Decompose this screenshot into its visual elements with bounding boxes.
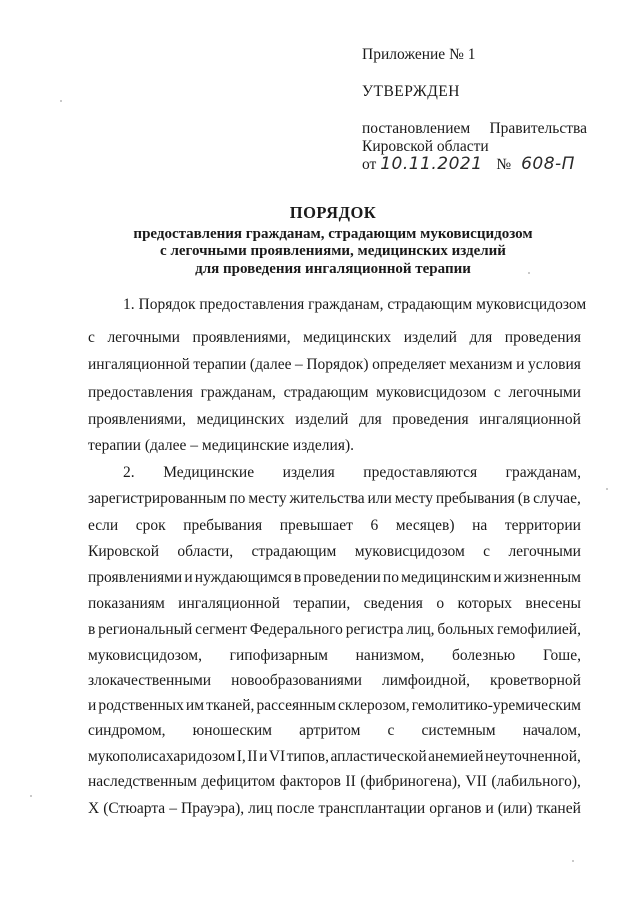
document-title: [118, 204, 548, 278]
body-line: [88, 748, 581, 766]
title-heading: ПОРЯДОК: [289, 203, 377, 222]
word: медицинских: [303, 329, 392, 346]
word: предоставляются: [363, 464, 478, 481]
word: ингаляционной: [178, 595, 280, 612]
word: тканей: [536, 800, 581, 817]
word: ингаляционной: [479, 411, 581, 428]
word: внесены: [525, 595, 581, 612]
body-line: [88, 356, 581, 374]
word: VI: [268, 748, 286, 765]
word: если: [88, 517, 119, 534]
body-line: 1. Порядок предоставления гражданам, страдающим муковисцидозом: [123, 296, 587, 313]
word: Федерального: [249, 621, 343, 638]
approved-label: УТВЕРЖДЕН: [362, 83, 460, 100]
word: гипофизарным: [229, 647, 328, 664]
word: изделий: [295, 411, 349, 428]
body-line: [88, 569, 581, 587]
word: медицинских: [196, 411, 285, 428]
word: (фибриногена),: [360, 773, 461, 790]
word: изделия: [282, 464, 335, 481]
body-line: [88, 647, 581, 665]
word: II: [345, 773, 356, 790]
body-line: [88, 672, 581, 690]
scan-speck: [60, 100, 62, 102]
decree-from: от: [362, 156, 377, 173]
decree-number-label: №: [496, 156, 512, 173]
body-line: [88, 722, 581, 740]
title-line-1: предоставления гражданам, страдающим муковисцидозом: [133, 225, 533, 242]
word: склерозом,: [337, 697, 410, 714]
word: лимфоидной,: [381, 672, 470, 689]
word: по: [382, 569, 399, 586]
body-line: [88, 543, 581, 561]
word: сведения: [363, 595, 423, 612]
word: проведения: [392, 411, 469, 428]
word: и: [516, 356, 525, 373]
scan-speck: [528, 272, 530, 274]
word: регистра: [345, 621, 404, 638]
decree-line-3: [362, 154, 575, 174]
word: которых: [457, 595, 513, 612]
word: юношеским: [192, 722, 272, 739]
word: –: [169, 800, 177, 817]
word: и: [485, 800, 494, 817]
word: болезнью: [451, 647, 516, 664]
scan-speck: [606, 488, 608, 490]
word: злокачественными: [88, 672, 212, 689]
body-line: терапии (далее – медицинские изделия).: [88, 437, 355, 454]
body-line: [88, 490, 581, 508]
word: месту: [394, 490, 433, 507]
word: им: [185, 697, 205, 714]
word: Медицинские: [163, 464, 255, 481]
title-line-3: для проведения ингаляционной терапии: [195, 260, 471, 277]
decree-date-handwritten: 10.11.2021: [380, 154, 483, 174]
word: Гоше,: [542, 647, 581, 664]
word: апластической: [330, 748, 427, 765]
word: VII: [465, 773, 487, 790]
word: анемией: [428, 748, 484, 765]
word: пребывания: [435, 490, 515, 507]
word: (или): [497, 800, 533, 817]
word: проявлениями,: [192, 329, 291, 346]
word: гражданам,: [505, 464, 581, 481]
word: проведении: [303, 569, 381, 586]
word: муковисцидозом: [354, 543, 465, 560]
word: началом,: [522, 722, 581, 739]
body-line: [88, 517, 581, 535]
word: и: [259, 748, 268, 765]
word: медицинским: [401, 569, 492, 586]
word: (далее: [249, 356, 292, 373]
word: с: [88, 329, 95, 346]
word: срок: [135, 517, 166, 534]
word: для: [359, 411, 382, 428]
word: зарегистрированным: [88, 490, 227, 507]
body-line: [88, 411, 581, 429]
word: изделий: [403, 329, 457, 346]
word: случае,: [533, 490, 581, 507]
word: в: [293, 569, 302, 586]
word: и: [88, 697, 97, 714]
word: предоставления: [88, 384, 193, 401]
appendix-label: Приложение № 1: [362, 46, 476, 63]
word: кроветворной: [490, 672, 581, 689]
word: страдающим: [251, 543, 337, 560]
word: трансплантации: [318, 800, 426, 817]
word: больных: [437, 621, 495, 638]
word: (лабильного),: [491, 773, 581, 790]
word: жительства: [289, 490, 365, 507]
title-line-2: с легочными проявлениями, медицинских изделий: [160, 243, 506, 259]
decree-word-left: постановлением: [362, 120, 471, 137]
body-line: [88, 697, 581, 715]
word: –: [295, 356, 303, 373]
word: сегмент: [195, 621, 248, 638]
word: 6: [370, 517, 379, 534]
word: новообразованиями: [231, 672, 362, 689]
word: муковисцидозом,: [88, 647, 202, 664]
word: наследственным: [88, 773, 197, 790]
word: пребывания: [183, 517, 263, 534]
body-line: [88, 329, 581, 347]
word: по: [229, 490, 246, 507]
word: дефицитом: [201, 773, 276, 790]
word: нанизмом,: [355, 647, 425, 664]
word: проведения: [504, 329, 581, 346]
word: месяцев): [395, 517, 455, 534]
word: проявлениями,: [88, 411, 187, 428]
word: легочными: [508, 543, 581, 560]
decree-word-right: Правительства: [489, 120, 587, 137]
word: легочными: [107, 329, 180, 346]
word: жизненным: [503, 569, 581, 586]
word: 2.: [123, 464, 135, 481]
word: Порядок): [306, 356, 369, 373]
decree-line-1: [362, 120, 587, 138]
word: органов: [429, 800, 482, 817]
word: условия: [528, 356, 581, 373]
word: X: [88, 800, 100, 817]
word: муковисцидозом: [376, 384, 487, 401]
word: после: [276, 800, 315, 817]
body-line: [88, 800, 581, 818]
word: и: [184, 569, 193, 586]
word: месту: [248, 490, 287, 507]
word: механизм: [449, 356, 513, 373]
word: территории: [504, 517, 581, 534]
word: региональный: [98, 621, 193, 638]
word: родственных: [98, 697, 184, 714]
word: проявлениями: [88, 569, 183, 586]
scan-speck: [30, 795, 32, 797]
word: терапии,: [293, 595, 351, 612]
body-line: [88, 384, 581, 402]
word: ингаляционной: [88, 356, 190, 373]
body-line: [88, 621, 581, 639]
word: о: [436, 595, 445, 612]
word: области,: [177, 543, 234, 560]
word: лиц,: [406, 621, 435, 638]
word: I,: [236, 748, 246, 765]
word: нуждающимся: [194, 569, 292, 586]
word: показаниям: [88, 595, 165, 612]
word: системным: [421, 722, 496, 739]
word: превышает: [279, 517, 353, 534]
word: на: [472, 517, 488, 534]
word: II: [247, 748, 258, 765]
word: гражданам,: [200, 384, 276, 401]
word: легочными: [508, 384, 581, 401]
word: (в: [517, 490, 531, 507]
word: терапии: [193, 356, 247, 373]
word: факторов: [279, 773, 341, 790]
word: гемофилией,: [496, 621, 581, 638]
body-line: [123, 464, 581, 482]
word: с: [483, 543, 491, 560]
word: с: [493, 384, 501, 401]
word: определяет: [372, 356, 446, 373]
word: синдромом,: [88, 722, 166, 739]
word: или: [367, 490, 392, 507]
decree-line-2: Кировской области: [362, 138, 489, 155]
word: неуточненной,: [484, 748, 581, 765]
word: с: [387, 722, 395, 739]
word: гемолитико-уремическим: [411, 697, 581, 714]
word: Кировской: [88, 543, 160, 560]
word: типов,: [286, 748, 329, 765]
word: артритом: [299, 722, 361, 739]
word: мукополисахаридозом: [88, 748, 236, 765]
body-line: [88, 595, 581, 613]
word: и: [493, 569, 502, 586]
word: в: [88, 621, 96, 638]
decree-number-handwritten: 608-П: [521, 154, 575, 174]
scan-speck: [572, 860, 574, 862]
word: тканей,: [206, 697, 255, 714]
word: (Стюарта: [103, 800, 166, 817]
body-line: [88, 773, 581, 791]
word: Прауэра),: [181, 800, 245, 817]
word: рассеянным: [256, 697, 336, 714]
word: для: [469, 329, 493, 346]
word: страдающим: [283, 384, 369, 401]
word: лиц: [248, 800, 273, 817]
